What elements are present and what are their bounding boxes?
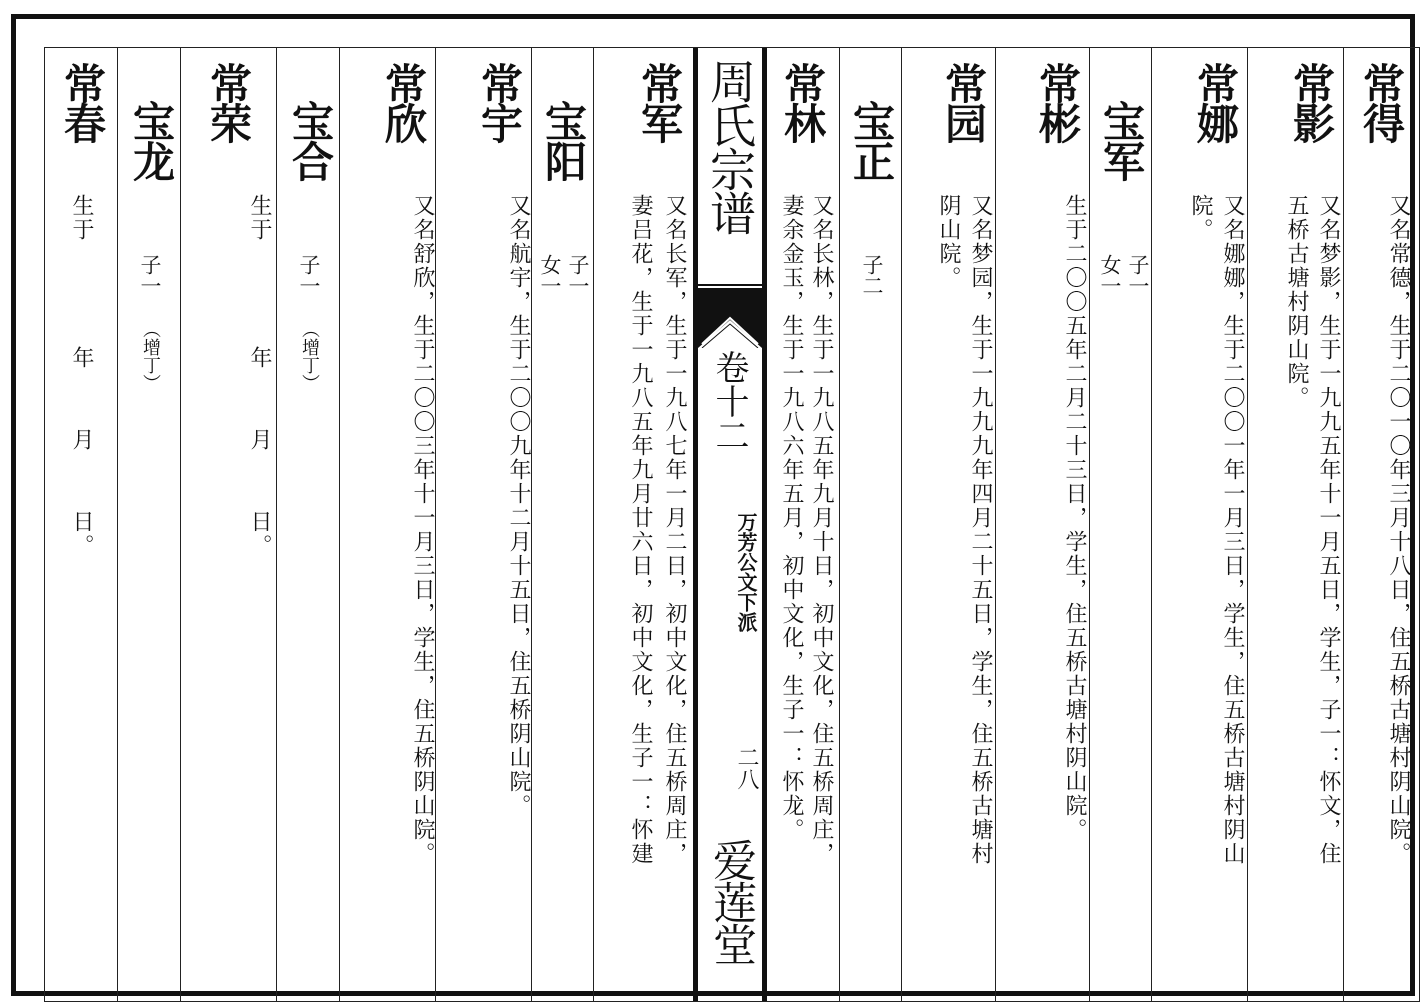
son-bao-long: 子一 xyxy=(138,254,162,296)
center-spine xyxy=(693,48,767,1001)
fishtail-mark xyxy=(698,288,762,348)
line1-c-ying: 又名梦影，生于一九九五年十一月五日，学生，子一：怀文，住 xyxy=(1316,194,1341,866)
page-frame-outer xyxy=(11,14,1415,996)
son-bao-he: 子一 xyxy=(297,254,321,296)
line1-c-yuan: 又名梦园，生于一九九九年四月二十五日，学生，住五桥古塘村 xyxy=(968,194,993,866)
col-c-na xyxy=(1151,48,1247,1001)
text-c-xin: 又名舒欣，生于二〇〇三年十一月三日，学生，住五桥阴山院。 xyxy=(410,194,435,866)
line2-c-lin: 妻余金玉，生于一九八六年五月，初中文化，生子一：怀龙。 xyxy=(779,194,804,842)
text-c-de: 又名常德，生于二〇一〇年三月十八日，住五桥古塘村阴山院。 xyxy=(1386,194,1411,866)
line2-c-na: 院。 xyxy=(1188,194,1213,242)
line1-c-na: 又名娜娜，生于二〇〇一年一月三日，学生，住五桥古塘村阴山 xyxy=(1220,194,1245,866)
name-c-yu: 常宇 xyxy=(475,62,524,142)
col-c-chun xyxy=(45,48,117,1001)
name-c-de: 常得 xyxy=(1357,62,1406,142)
daughter-bao-jun: 女一 xyxy=(1098,254,1122,296)
name-c-ying: 常影 xyxy=(1287,62,1336,142)
volume-number: 卷十二 xyxy=(709,350,749,452)
col-bao-long xyxy=(117,48,180,1001)
genealogy-title: 周氏宗谱 xyxy=(703,58,757,234)
col-c-yu xyxy=(435,48,531,1001)
title-rule xyxy=(698,284,762,286)
day-c-chun: 日。 xyxy=(69,510,94,558)
month-c-chun: 月 xyxy=(69,428,94,452)
hall-name: 爱莲堂 xyxy=(705,838,756,964)
name-bao-jun: 宝军 xyxy=(1097,100,1146,180)
line1-c-jun: 又名长军，生于一九八七年一月二日，初中文化，住五桥周庄， xyxy=(662,194,687,866)
name-c-lin: 常林 xyxy=(778,62,827,142)
son-bao-zheng: 子二 xyxy=(860,254,884,296)
col-c-bin xyxy=(995,48,1089,1001)
col-bao-he xyxy=(276,48,339,1001)
col-c-yuan xyxy=(901,48,995,1001)
month-c-rong: 月 xyxy=(247,428,272,452)
year-c-chun: 年 xyxy=(69,346,94,370)
name-c-yuan: 常园 xyxy=(939,62,988,142)
note-bao-long: （增丁） xyxy=(140,320,161,392)
day-c-rong: 日。 xyxy=(247,510,272,558)
col-bao-yang xyxy=(531,48,593,1001)
name-bao-long: 宝龙 xyxy=(127,100,176,180)
text-c-yu: 又名航宇，生于二〇〇九年十二月十五日，住五桥阴山院。 xyxy=(506,194,531,818)
text-c-bin: 生于二〇〇五年二月二十三日，学生，住五桥古塘村阴山院。 xyxy=(1062,194,1087,842)
year-c-rong: 年 xyxy=(247,346,272,370)
son-bao-yang: 子一 xyxy=(566,254,590,296)
note-bao-he: （增丁） xyxy=(299,320,320,392)
name-c-na: 常娜 xyxy=(1191,62,1240,142)
col-c-lin xyxy=(767,48,839,1001)
line2-c-jun: 妻吕花，生于一九八五年九月廿六日，初中文化，生子一：怀建 xyxy=(628,194,653,866)
col-c-de xyxy=(1343,48,1421,1001)
line1-c-lin: 又名长林，生于一九八五年九月十日，初中文化，住五桥周庄， xyxy=(809,194,834,866)
col-c-rong xyxy=(180,48,276,1001)
son-bao-jun: 子一 xyxy=(1126,254,1150,296)
name-c-chun: 常春 xyxy=(58,62,107,142)
name-c-xin: 常欣 xyxy=(379,62,428,142)
line2-c-yuan: 阴山院。 xyxy=(936,194,961,290)
col-c-ying xyxy=(1247,48,1343,1001)
col-bao-zheng xyxy=(839,48,901,1001)
col-c-xin xyxy=(339,48,435,1001)
page-number: 二八 xyxy=(734,746,759,790)
col-c-jun xyxy=(593,48,693,1001)
branch-label: 万芳公文下派 xyxy=(734,512,758,632)
name-c-rong: 常荣 xyxy=(204,62,253,142)
name-c-bin: 常彬 xyxy=(1033,62,1082,142)
daughter-bao-yang: 女一 xyxy=(538,254,562,296)
page-frame-inner xyxy=(44,47,1420,1002)
name-bao-zheng: 宝正 xyxy=(847,100,896,180)
col-bao-jun xyxy=(1089,48,1151,1001)
spine-left-rule xyxy=(693,48,698,1001)
line2-c-ying: 五桥古塘村阴山院。 xyxy=(1284,194,1309,410)
born-c-rong: 生于 xyxy=(247,194,272,242)
born-c-chun: 生于 xyxy=(69,194,94,242)
name-bao-yang: 宝阳 xyxy=(539,100,588,180)
name-c-jun: 常军 xyxy=(635,62,684,142)
name-bao-he: 宝合 xyxy=(286,100,335,180)
